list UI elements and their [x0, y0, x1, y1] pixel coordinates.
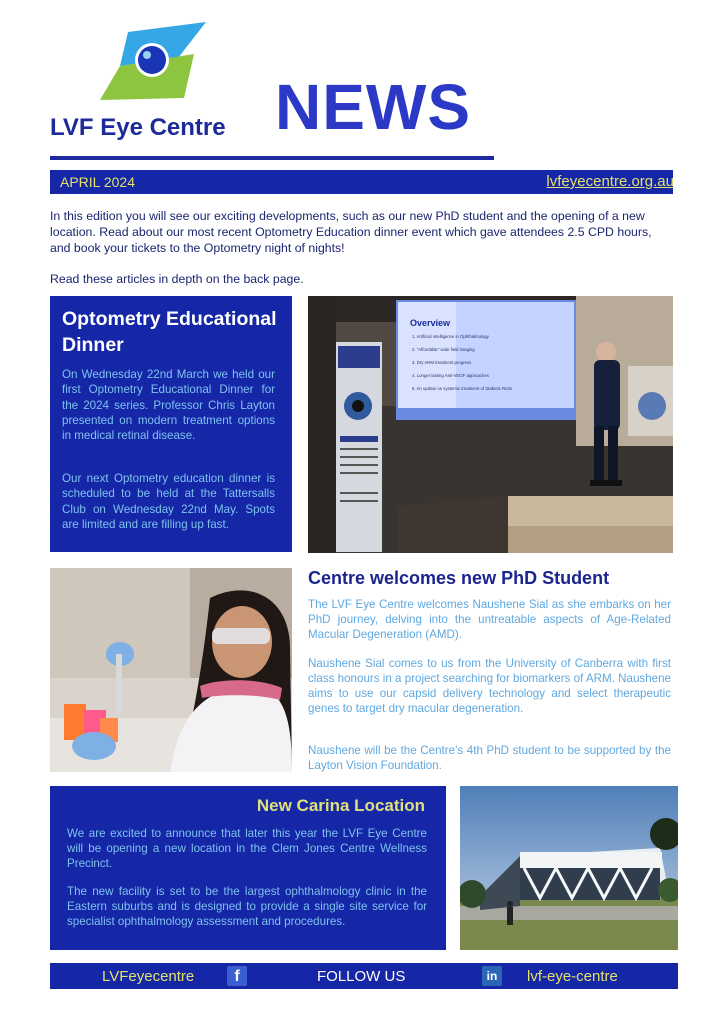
intro-read-more: Read these articles in depth on the back page. [50, 272, 304, 286]
lab-photo [50, 568, 292, 772]
lvf-logo [100, 20, 210, 102]
slide-item: 2. "Affordable" wide field imaging [412, 347, 475, 352]
facebook-icon[interactable]: f [227, 966, 247, 986]
slide-item: 1. Artificial intelligence in Ophthalmology [412, 334, 489, 339]
facebook-handle[interactable]: LVFeyecentre [102, 968, 195, 985]
optometry-title: Optometry Educational Dinner [62, 308, 277, 356]
slide-item: 3. Dry ARM treatment progress [412, 360, 472, 365]
phd-title: Centre welcomes new PhD Student [308, 568, 610, 588]
phd-paragraph: The LVF Eye Centre welcomes Naushene Sial as she embarks on her PhD journey, delving into the untreatable aspects of Age-Related Macular Degeneration (AMD). [308, 598, 671, 641]
slide-item: 5. An update on systemic treatment of Diabetic Retin [412, 386, 513, 391]
optometry-paragraph: On Wednesday 22nd March we held our first Optometry Educational Dinner for the 2024 series. Professor Chris Layton presented on modern treatment options in medical retinal disease. [62, 368, 275, 443]
follow-us-label: FOLLOW US [317, 968, 406, 985]
carina-paragraph: The new facility is set to be the largest ophthalmology clinic in the Eastern suburbs and is designed to provide a single site service for specialist ophthalmology assessment and procedures. [67, 885, 427, 928]
carina-paragraph: We are excited to announce that later this year the LVF Eye Centre will be opening a new location in the Clem Jones Centre Wellness Precinct. [67, 827, 427, 870]
header-rule [50, 156, 494, 160]
intro-text [50, 208, 673, 302]
issue-date: APRIL 2024 [60, 174, 135, 190]
linkedin-icon[interactable]: in [482, 966, 502, 986]
brand-name: LVF Eye Centre [50, 114, 226, 141]
optometry-paragraph: Our next Optometry education dinner is scheduled to be held at the Tattersalls Club on Wednesday 22nd May. Spots are limited and are filling up fast. [62, 472, 275, 531]
intro-paragraph: In this edition you will see our exciting developments, such as our new PhD student and the opening of a new location. Read about our most recent Optometry Education dinner event which gave attendees 2.5 CPD hours, and book your tickets to the Optometry night of nights! [50, 209, 652, 255]
event-photo [308, 296, 673, 553]
linkedin-handle[interactable]: lvf-eye-centre [527, 968, 618, 985]
slide-item: 4. Longer lasting Anti-VEGF approaches [412, 373, 489, 378]
phd-paragraph: Naushene will be the Centre’s 4th PhD student to be supported by the Layton Vision Foundation. [308, 744, 671, 772]
masthead-title: NEWS [275, 71, 471, 143]
phd-paragraph: Naushene Sial comes to us from the University of Canberra with first class honours in a project searching for biomarkers of ARM. Naushene aims to use our capsid delivery technology and select therapeutic genes to target dry macular degeneration. [308, 657, 671, 715]
carina-title: New Carina Location [256, 796, 425, 815]
website-link[interactable]: lvfeyecentre.org.au [546, 173, 674, 190]
building-render [460, 786, 678, 950]
slide-title: Overview [410, 318, 451, 328]
